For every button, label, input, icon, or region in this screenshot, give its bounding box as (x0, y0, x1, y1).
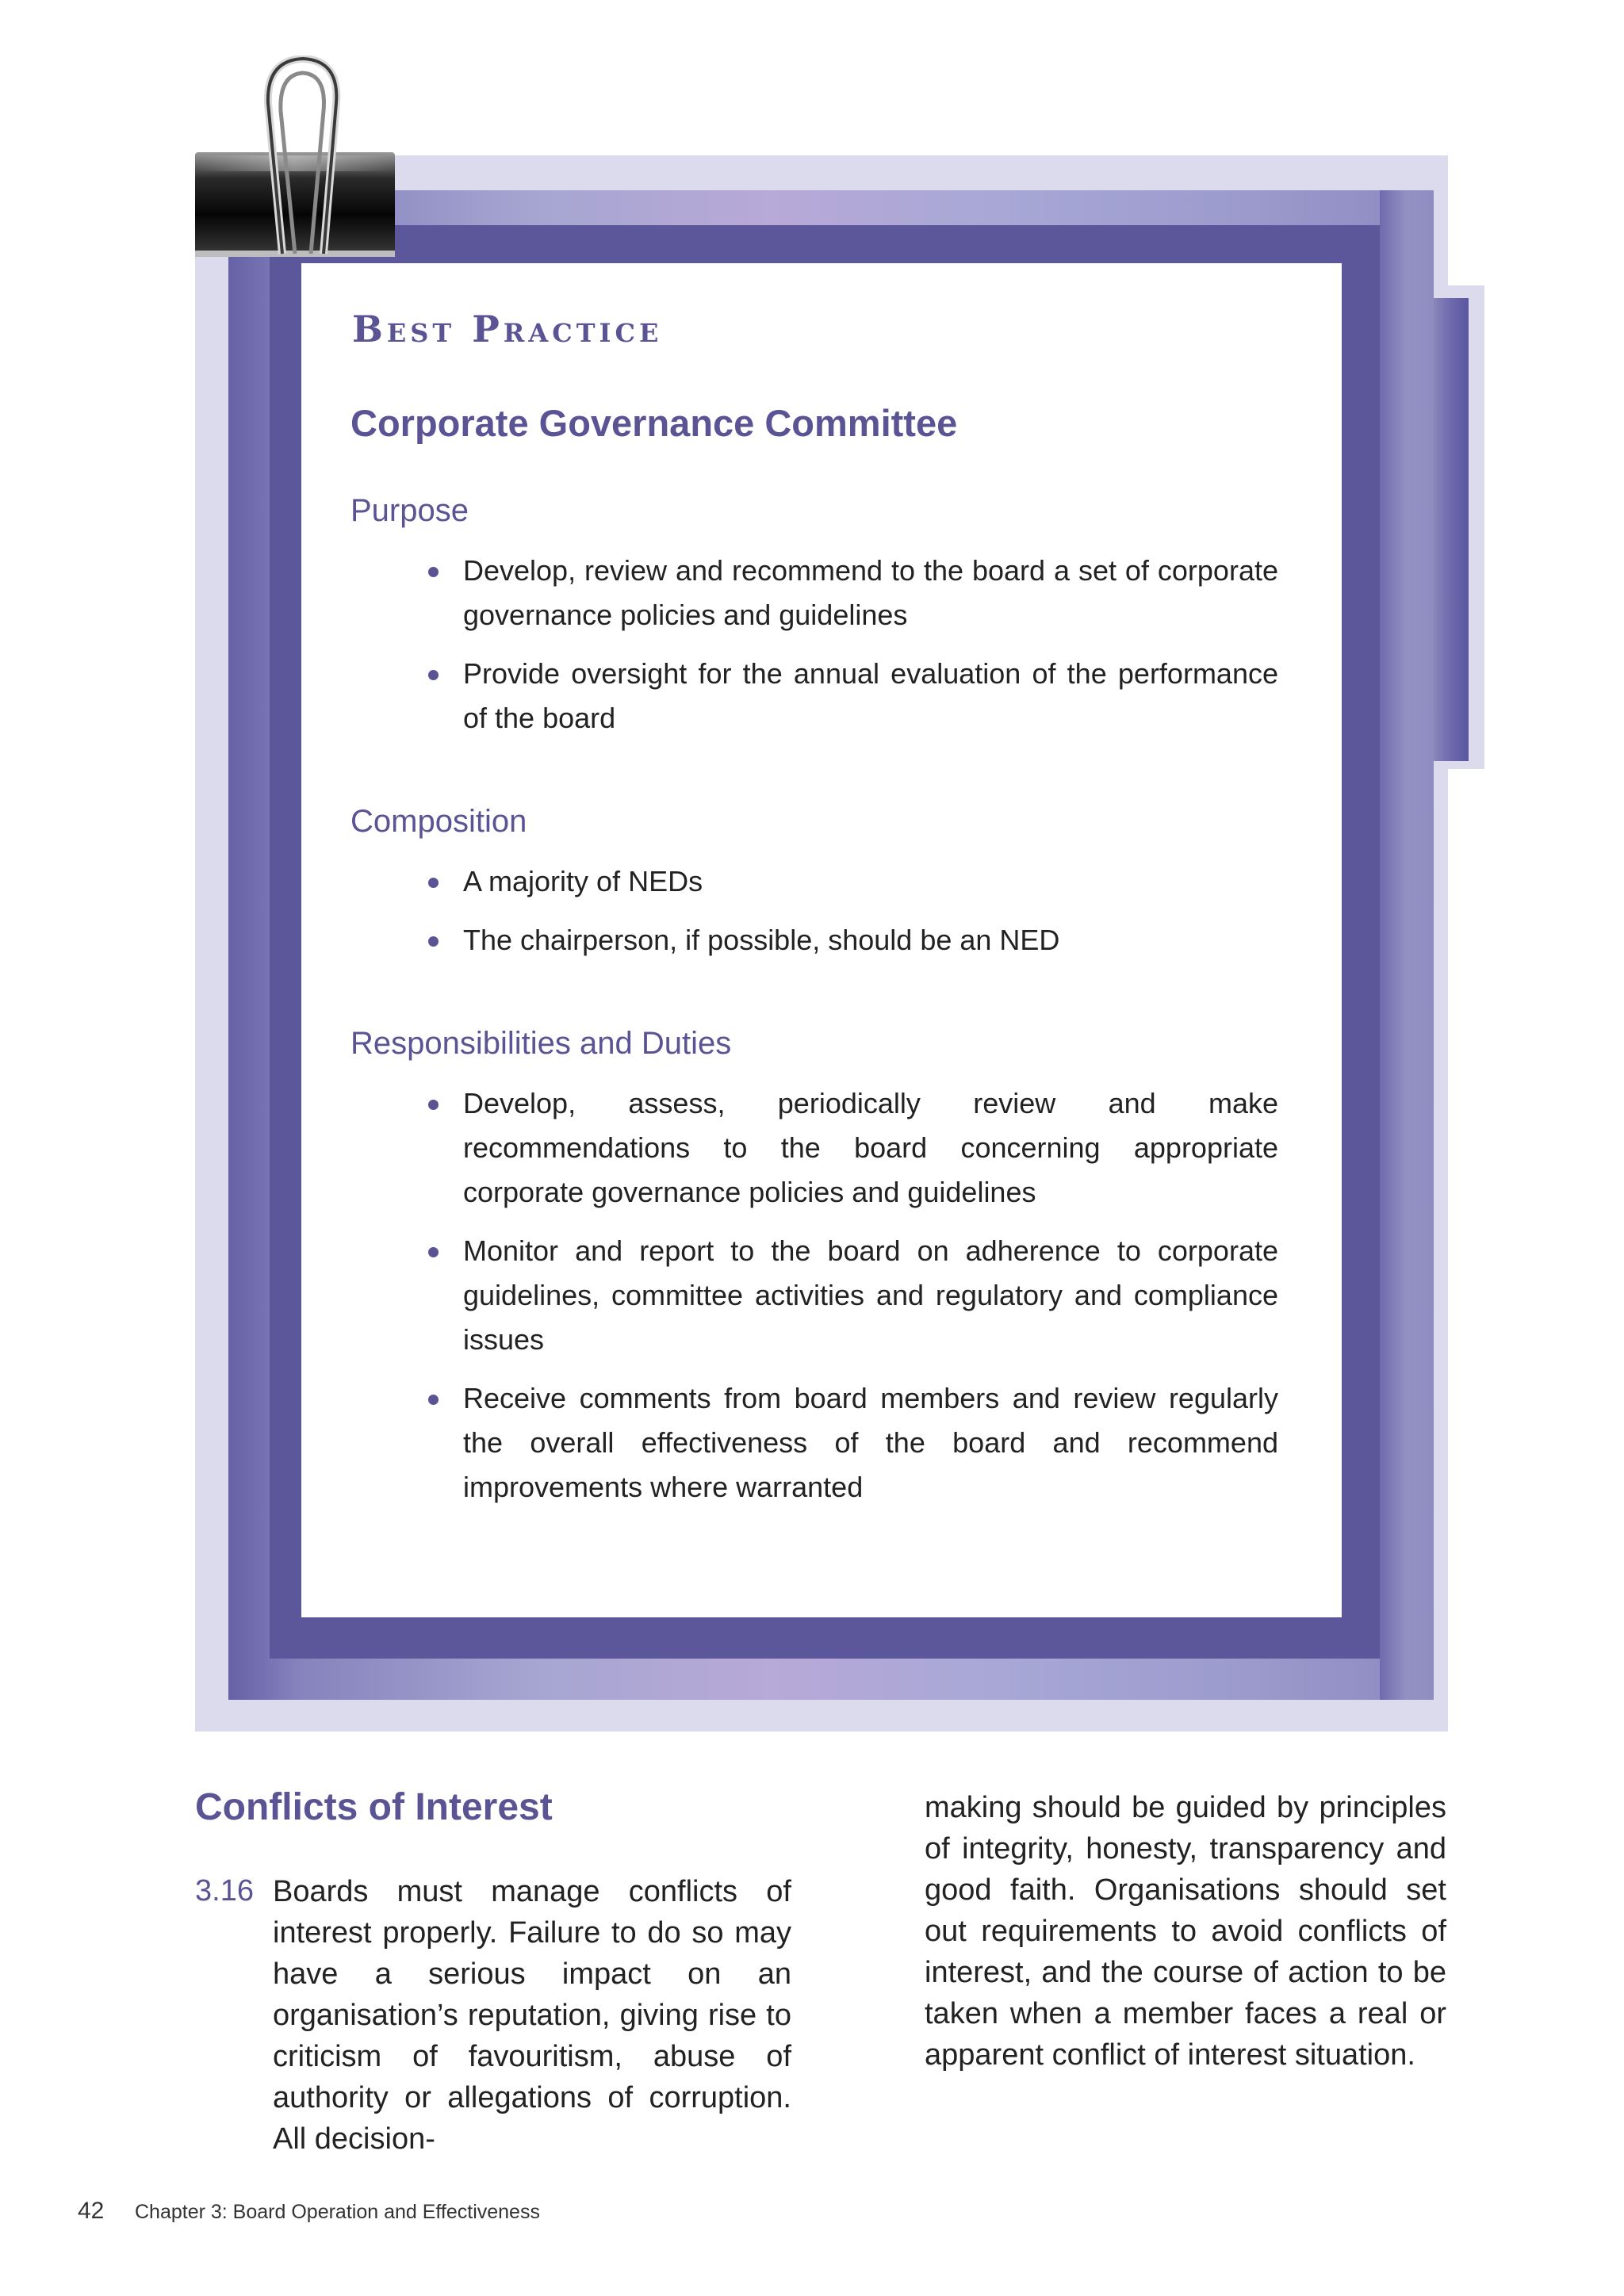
list-item: The chairperson, if possible, should be an NED (422, 918, 1278, 962)
frame-gradient-side (1380, 190, 1434, 1700)
box-title: Corporate Governance Committee (350, 402, 958, 444)
chapter-footer: Chapter 3: Board Operation and Effectiveness (135, 2201, 540, 2223)
section-heading-responsibilities: Responsibilities and Duties (350, 1026, 732, 1061)
bullet-icon (428, 878, 439, 888)
bullet-icon (428, 670, 439, 680)
list-item: Receive comments from board members and review regularly the overall effectiveness of the board and recommend improvements where warranted (422, 1376, 1278, 1510)
paragraph-text-right: making should be guided by principles of integrity, honesty, transparency and good faith. Organisations should set out requirements to avoid conflicts of interest, and the course of action to be taken when a member faces a real or apparent conflict of interest situation. (925, 1791, 1446, 2072)
purpose-list (422, 549, 1278, 755)
list-item: Monitor and report to the board on adherence to corporate guidelines, committee activities and regulatory and compliance issues (422, 1229, 1278, 1362)
conflicts-of-interest-heading: Conflicts of Interest (195, 1786, 553, 1828)
composition-list (422, 859, 1278, 977)
section-heading-composition: Composition (350, 804, 527, 839)
list-item: A majority of NEDs (422, 859, 1278, 904)
responsibilities-list (422, 1081, 1278, 1524)
paragraph-number: 3.16 (195, 1874, 254, 1908)
best-practice-label: Best Practice (352, 308, 663, 350)
list-item: Provide oversight for the annual evaluation of the performance of the board (422, 652, 1278, 740)
bullet-icon (428, 1100, 439, 1110)
list-item: Develop, assess, periodically review and make recommendations to the board concerning appropriate corporate governance policies and guidelines (422, 1081, 1278, 1215)
bullet-icon (428, 1395, 439, 1405)
bullet-icon (428, 936, 439, 947)
bullet-icon (428, 567, 439, 577)
paragraph-text-left: Boards must manage conflicts of interest properly. Failure to do so may have a serious impact on an organisation’s reputation, giving rise to criticism of favouritism, abuse of authority or allegations of corruption. All decision- (273, 1875, 791, 2156)
binder-clip-icon (195, 55, 398, 263)
bullet-icon (428, 1247, 439, 1257)
page-number: 42 (78, 2198, 105, 2224)
list-item: Develop, review and recommend to the board a set of corporate governance policies and guidelines (422, 549, 1278, 637)
section-heading-purpose: Purpose (350, 493, 469, 528)
